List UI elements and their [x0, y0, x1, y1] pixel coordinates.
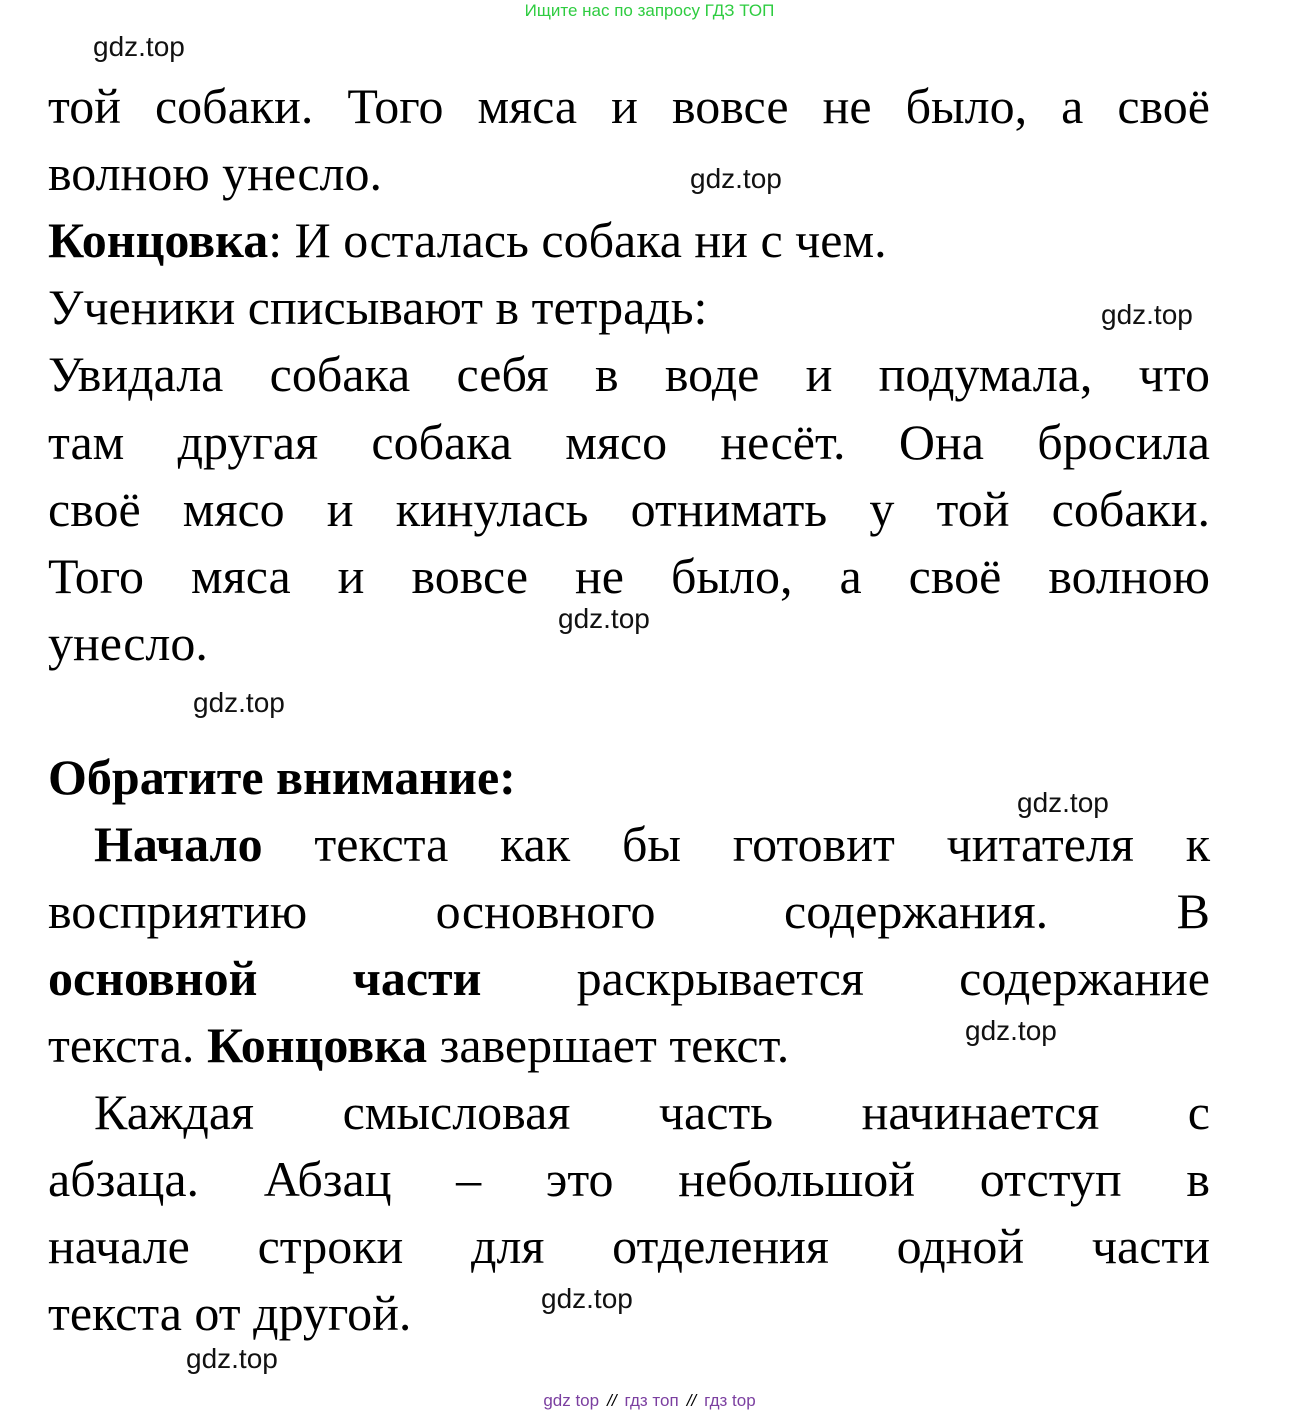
text-line-15: абзаца. Абзац – это небольшой отступ в: [48, 1151, 1210, 1207]
bottom-banner-link-2[interactable]: гдз топ: [624, 1391, 679, 1410]
watermark: gdz.top: [965, 1015, 1057, 1046]
text-line-13-start: текста.: [48, 1017, 207, 1073]
term-ending: Концовка: [48, 212, 269, 268]
term-main-part: основной части: [48, 950, 482, 1006]
text-line-3-rest: : И осталась собака ни с чем.: [268, 212, 887, 268]
bottom-banner-separator: //: [686, 1391, 697, 1410]
watermark: gdz.top: [186, 1343, 278, 1374]
watermark: gdz.top: [558, 603, 650, 634]
term-ending-2: Концовка: [206, 1017, 428, 1073]
bottom-banner-link-1[interactable]: gdz top: [543, 1391, 600, 1410]
text-line-17: текста от другой.: [48, 1285, 412, 1341]
text-line-9: унесло.: [48, 615, 208, 671]
text-line-12: [48, 948, 1210, 1008]
text-line-3: [48, 210, 1210, 270]
text-line-13: [48, 1015, 1210, 1075]
text-line-13-rest: завершает текст.: [427, 1017, 790, 1073]
text-line-4: Ученики списывают в тетрадь:: [48, 279, 708, 335]
text-line-11: восприятию основного содержания. В: [48, 883, 1210, 939]
watermark: gdz.top: [1017, 787, 1109, 818]
text-line-10-rest: текста как бы готовит читателя к: [262, 816, 1210, 872]
term-beginning: Начало: [94, 816, 263, 872]
text-line-1: той собаки. Того мяса и вовсе не было, а своё: [48, 78, 1210, 134]
text-line-16: начале строки для отделения одной части: [48, 1218, 1210, 1274]
top-banner: Ищите нас по запросу ГДЗ ТОП: [524, 1, 775, 20]
watermark: gdz.top: [690, 163, 782, 194]
text-line-7: своё мясо и кинулась отнимать у той собаки.: [48, 481, 1210, 537]
watermark: gdz.top: [193, 687, 285, 718]
bottom-banner-separator: //: [607, 1391, 617, 1410]
text-line-12-rest: раскрывается содержание: [481, 950, 1210, 1006]
text-line-6: там другая собака мясо несёт. Она бросила: [48, 414, 1210, 470]
text-line-8: Того мяса и вовсе не было, а своё волною: [48, 548, 1210, 604]
watermark: gdz.top: [541, 1283, 633, 1314]
text-line-2: волною унесло.: [48, 145, 383, 201]
watermark: gdz.top: [93, 31, 185, 62]
text-line-14: Каждая смысловая часть начинается с: [94, 1084, 1210, 1140]
bottom-banner: [0, 1391, 1299, 1411]
watermark: gdz.top: [1101, 299, 1193, 330]
section-heading: Обратите внимание:: [48, 749, 516, 805]
text-line-10: [48, 814, 1210, 874]
text-line-5: Увидала собака себя в воде и подумала, что: [48, 346, 1210, 402]
bottom-banner-link-3[interactable]: гдз top: [704, 1391, 756, 1410]
